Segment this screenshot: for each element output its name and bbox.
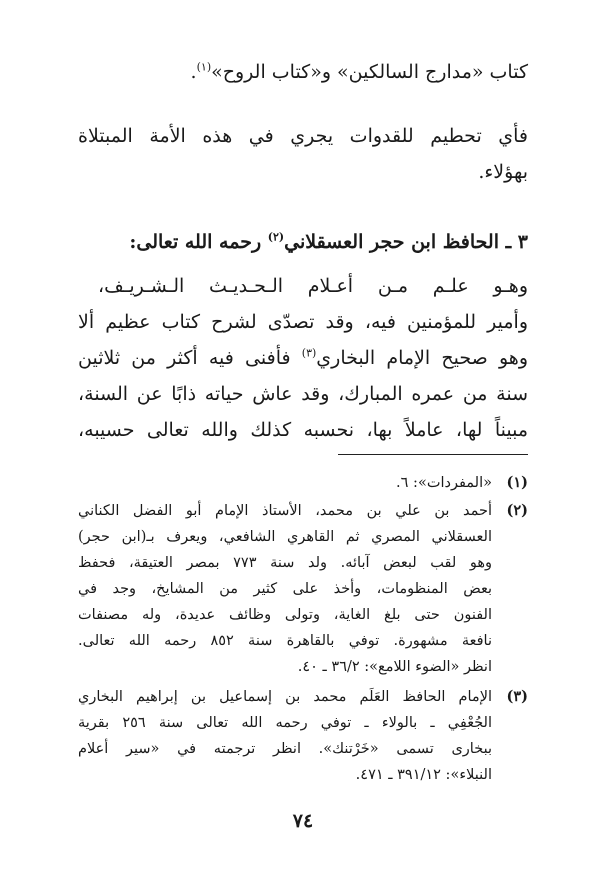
intro-line-1-end: . bbox=[190, 61, 197, 83]
footnote-2-line-5: الفنون حتى بلغ الغاية، وتولى وظائف عديدة، وله مصنفات bbox=[78, 607, 492, 623]
footnote-3-line-4: النبلاء»: ٣٩١/١٢ ـ ٤٧١. bbox=[355, 767, 492, 783]
footnote-1-line-1: «المفردات»: ٦. bbox=[396, 475, 492, 491]
intro-line-1 bbox=[78, 52, 528, 92]
section-heading-end: رحمه الله تعالى: bbox=[129, 231, 268, 253]
footnote-ref-1: (١) bbox=[196, 60, 212, 74]
section-line-4: سنة من عمره المبارك، وقد عاش حياته ذابًا عن السنة، bbox=[78, 383, 528, 405]
footnote-2-line-7: انظر «الضوء اللامع»: ٣٦/٢ ـ ٤٠. bbox=[297, 659, 492, 675]
page-number: ٧٤ bbox=[292, 810, 314, 832]
intro-line-3: بهؤلاء. bbox=[478, 161, 528, 183]
footnote-2-line-6: نافعة مشهورة. توفي بالقاهرة سنة ٨٥٢ رحمه الله تعالى. bbox=[78, 633, 492, 649]
section-line-5: مبيناً لها، عاملاً بها، نحسبه كذلك والله تعالى حسيبه، bbox=[78, 419, 528, 441]
footnote-2-line-2: العسقلاني المصري ثم القاهري الشافعي، ويعرف بـ(ابن حجر) bbox=[78, 529, 492, 545]
section-heading-text: ٣ ـ الحافظ ابن حجر العسقلاني bbox=[284, 231, 528, 253]
section-line-3-text: وهو صحيح الإمام البخاري bbox=[316, 347, 528, 369]
section-line-1: وهـو علـم مـن أعـلام الـحـديـث الـشـريـف، bbox=[98, 275, 528, 297]
footnote-ref-2: (٢) bbox=[267, 230, 285, 244]
footnote-2-line-4: بعض المنظومات، وأخذ على كثير من المشايخ، وجد في bbox=[78, 581, 492, 597]
footnote-2-number: (٢) bbox=[506, 502, 528, 519]
footnote-ref-3: (٣) bbox=[301, 346, 317, 360]
footnote-3-line-1: الإمام الحافظ العَلَم محمد بن إسماعيل بن إبراهيم البخاري bbox=[78, 689, 492, 705]
footnote-1-number: (١) bbox=[506, 474, 528, 491]
footnote-2-line-3: وهو لقب لبعض آبائه. ولد سنة ٧٧٣ بمصر العتيقة، فحفظ bbox=[78, 555, 492, 571]
footnote-separator bbox=[338, 454, 528, 455]
section-line-2: وأمير للمؤمنين فيه، وقد تصدّى لشرح كتاب عظيم ألا bbox=[78, 311, 528, 333]
footnote-2-line-1: أحمد بن علي بن محمد، الأستاذ الإمام أبو الفضل الكناني bbox=[78, 503, 492, 519]
section-line-3 bbox=[78, 338, 528, 378]
footnote-3-line-2: الجُعْفِي ـ بالولاء ـ توفي رحمه الله تعالى سنة ٢٥٦ بقرية bbox=[78, 715, 493, 731]
footnote-3-line-3: ببخارى تسمى «خَرْتنك». انظر ترجمته في «سير أعلام bbox=[78, 741, 492, 757]
section-heading bbox=[78, 222, 528, 262]
intro-line-1-text: كتاب «مدارج السالكين» و«كتاب الروح» bbox=[211, 61, 528, 83]
section-line-3-end: فأفنى فيه أكثر من ثلاثين bbox=[78, 347, 302, 369]
footnote-3-number: (٣) bbox=[506, 688, 528, 705]
intro-line-2: فأي تحطيم للقدوات يجري في هذه الأمة المبتلاة bbox=[78, 125, 528, 147]
